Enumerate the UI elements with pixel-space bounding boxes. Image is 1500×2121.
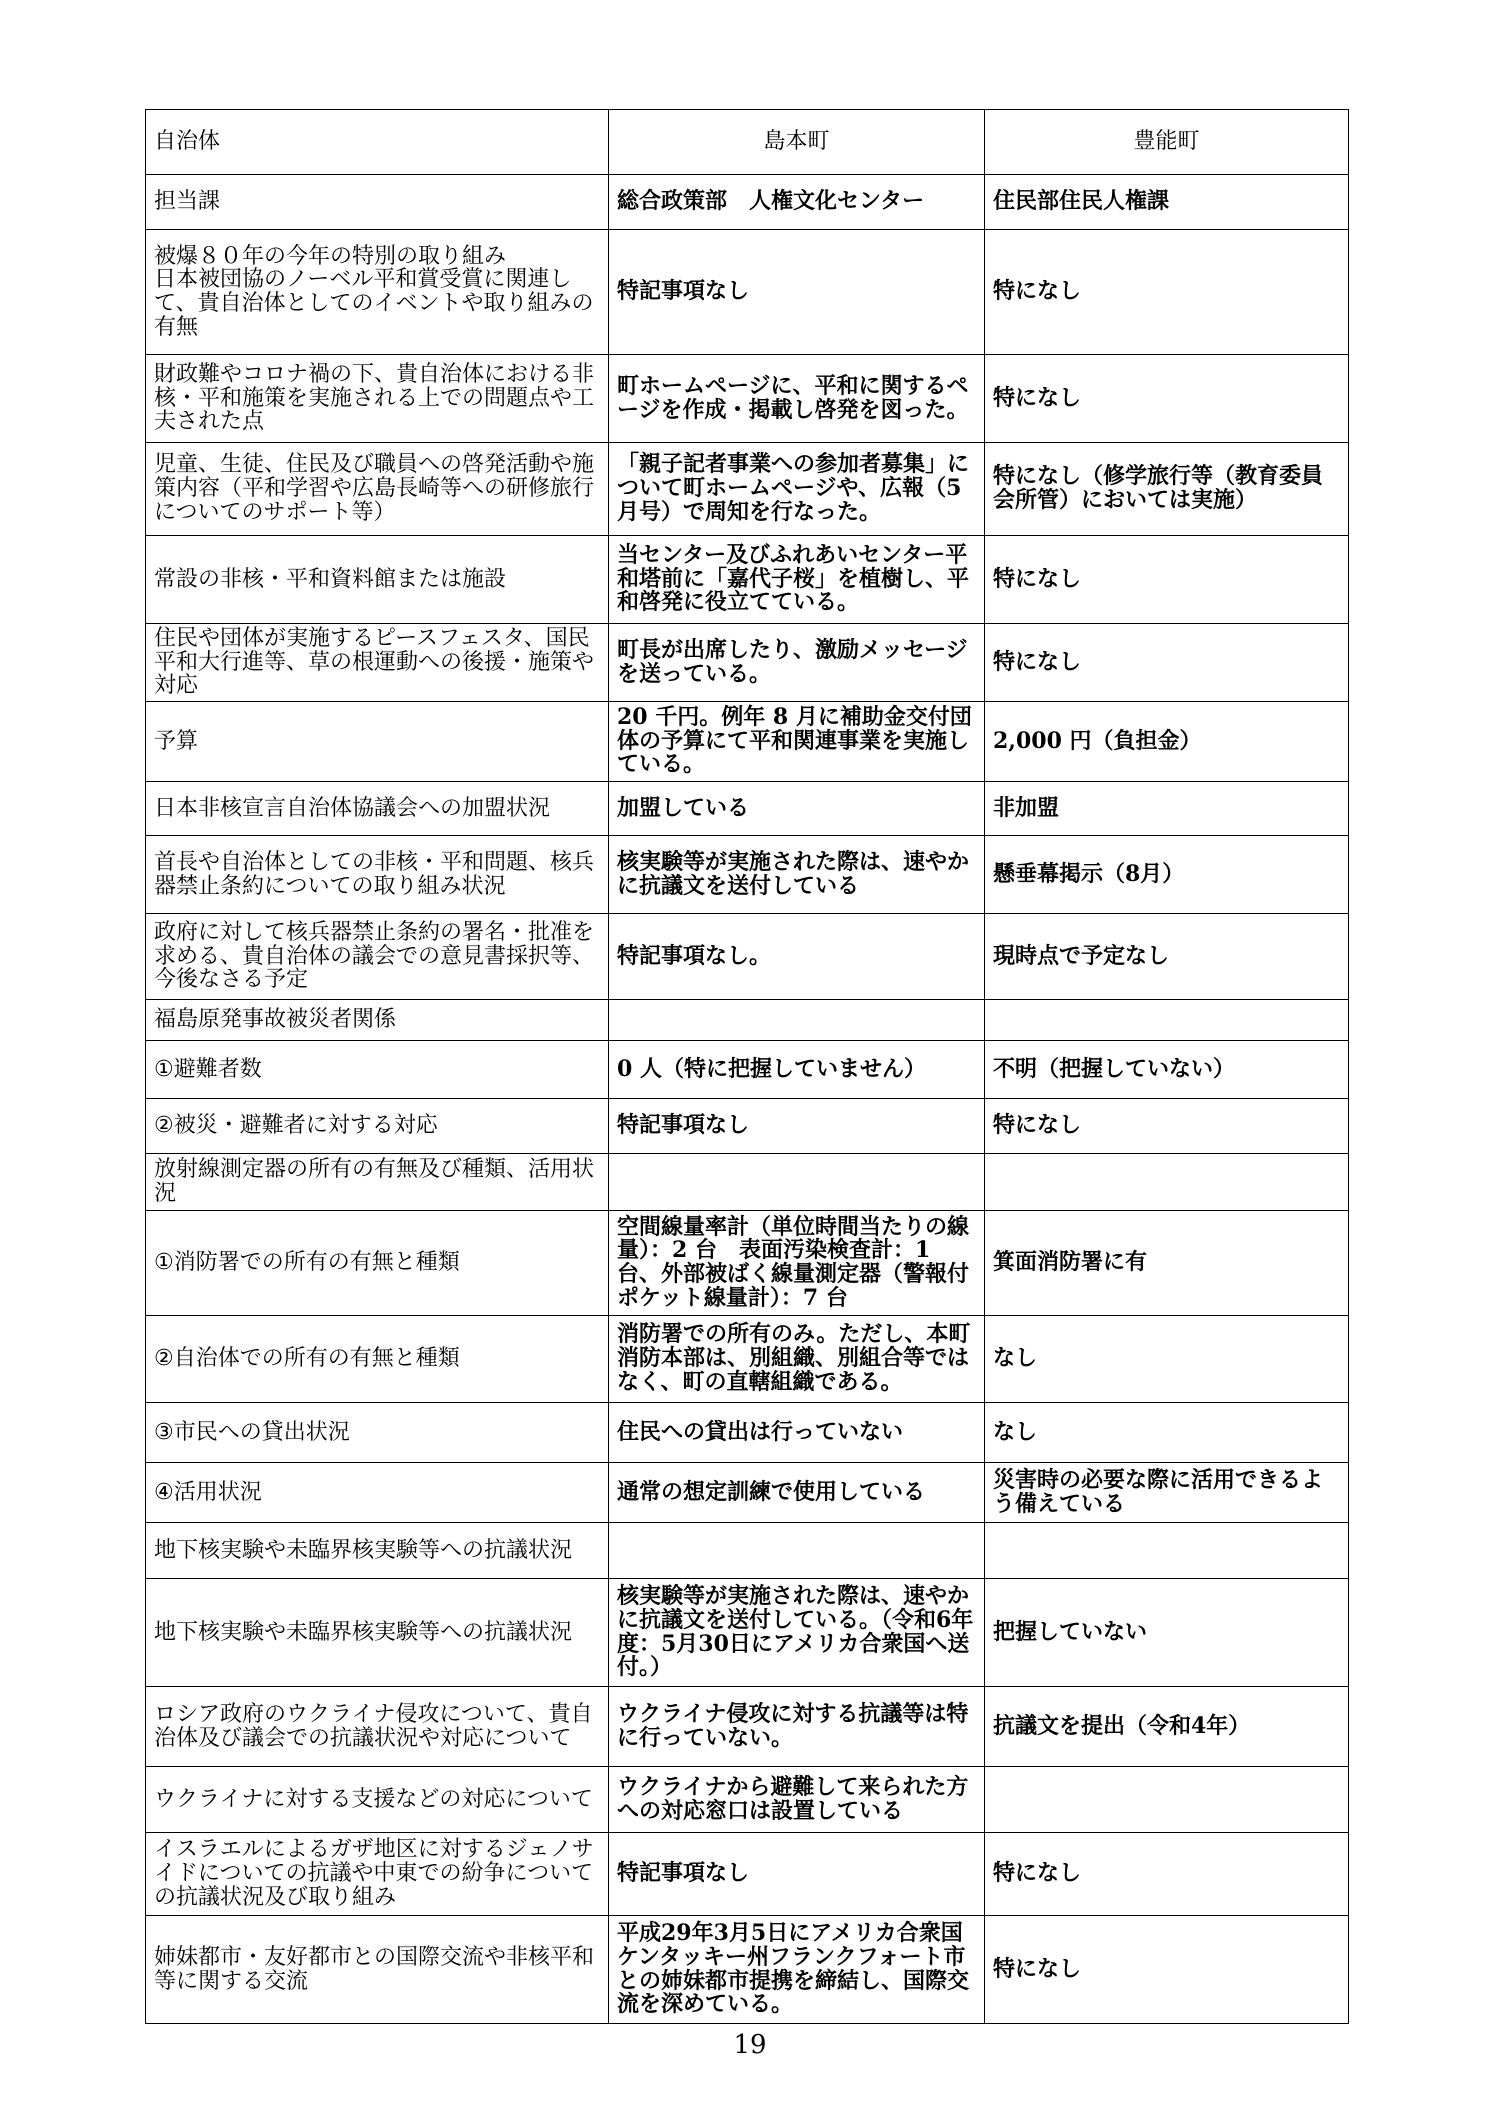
- toyono-cell: [985, 1154, 1349, 1211]
- survey-table: [145, 109, 1349, 2024]
- item-label-cell: 首長や自治体としての非核・平和問題、核兵器禁止条約についての取り組み状況: [146, 836, 609, 914]
- shimamoto-cell: ウクライナから避難して来られた方への対応窓口は設置している: [609, 1767, 985, 1833]
- page-number: 19: [733, 2030, 767, 2060]
- toyono-cell: [985, 1767, 1349, 1833]
- item-label-cell: 予算: [146, 702, 609, 782]
- toyono-cell: 特になし: [985, 230, 1349, 355]
- shimamoto-cell: 特記事項なし: [609, 1099, 985, 1154]
- toyono-cell: 特になし: [985, 624, 1349, 702]
- table-row: [146, 782, 1349, 836]
- shimamoto-cell: 0 人（特に把握していません）: [609, 1041, 985, 1099]
- toyono-cell: 現時点で予定なし: [985, 914, 1349, 1000]
- table-row: [146, 1403, 1349, 1463]
- item-label-cell: ④活用状況: [146, 1463, 609, 1523]
- table-row: [146, 1767, 1349, 1833]
- shimamoto-cell: [609, 1523, 985, 1579]
- shimamoto-cell: 核実験等が実施された際は、速やかに抗議文を送付している。（令和6年度：5月30日にアメリカ合衆国へ送付。）: [609, 1579, 985, 1687]
- table-row: [146, 443, 1349, 536]
- item-label-cell: 姉妹都市・友好都市との国際交流や非核平和等に関する交流: [146, 1916, 609, 2024]
- table-row: [146, 624, 1349, 702]
- item-label-cell: 政府に対して核兵器禁止条約の署名・批准を求める、貴自治体の議会での意見書採択等、今後なさる予定: [146, 914, 609, 1000]
- item-label-cell: 放射線測定器の所有の有無及び種類、活用状況: [146, 1154, 609, 1211]
- toyono-cell: 住民部住民人権課: [985, 175, 1349, 230]
- toyono-cell: 懸垂幕掲示（8月）: [985, 836, 1349, 914]
- toyono-cell: 非加盟: [985, 782, 1349, 836]
- header-toyono: 豊能町: [985, 110, 1349, 175]
- item-label-cell: ①消防署での所有の有無と種類: [146, 1211, 609, 1316]
- item-label-cell: イスラエルによるガザ地区に対するジェノサイドについての抗議や中東での紛争についての抗議状況及び取り組み: [146, 1833, 609, 1916]
- item-label-cell: ロシア政府のウクライナ侵攻について、貴自治体及び議会での抗議状況や対応について: [146, 1687, 609, 1767]
- table-row: [146, 355, 1349, 443]
- table-row: [146, 1154, 1349, 1211]
- item-label-cell: 財政難やコロナ禍の下、貴自治体における非核・平和施策を実施される上での問題点や工夫された点: [146, 355, 609, 443]
- toyono-cell: [985, 1523, 1349, 1579]
- table-row: [146, 1041, 1349, 1099]
- table-row: [146, 914, 1349, 1000]
- table-row: [146, 1000, 1349, 1041]
- toyono-cell: [985, 1000, 1349, 1041]
- toyono-cell: 災害時の必要な際に活用できるよう備えている: [985, 1463, 1349, 1523]
- shimamoto-cell: 総合政策部 人権文化センター: [609, 175, 985, 230]
- toyono-cell: 特になし: [985, 536, 1349, 624]
- header-shimamoto: 島本町: [609, 110, 985, 175]
- shimamoto-cell: 町長が出席したり、激励メッセージを送っている。: [609, 624, 985, 702]
- item-label-cell: ウクライナに対する支援などの対応について: [146, 1767, 609, 1833]
- toyono-cell: 箕面消防署に有: [985, 1211, 1349, 1316]
- table-row: [146, 1916, 1349, 2024]
- table-row: [146, 230, 1349, 355]
- shimamoto-cell: [609, 1000, 985, 1041]
- shimamoto-cell: 平成29年3月5日にアメリカ合衆国ケンタッキー州フランクフォート市との姉妹都市提携を締結し、国際交流を深めている。: [609, 1916, 985, 2024]
- shimamoto-cell: 通常の想定訓練で使用している: [609, 1463, 985, 1523]
- table-row: [146, 1099, 1349, 1154]
- toyono-cell: 2,000 円（負担金）: [985, 702, 1349, 782]
- table-row: [146, 1833, 1349, 1916]
- table-row: [146, 1211, 1349, 1316]
- table-row: [146, 175, 1349, 230]
- item-label-cell: ②被災・避難者に対する対応: [146, 1099, 609, 1154]
- header-municipality: 自治体: [146, 110, 609, 175]
- shimamoto-cell: 当センター及びふれあいセンター平和塔前に「嘉代子桜」を植樹し、平和啓発に役立てている。: [609, 536, 985, 624]
- item-label-cell: 被爆８０年の今年の特別の取り組み 日本被団協のノーベル平和賞受賞に関連して、貴自治体としてのイベントや取り組みの有無: [146, 230, 609, 355]
- shimamoto-cell: 特記事項なし。: [609, 914, 985, 1000]
- shimamoto-cell: 空間線量率計（単位時間当たりの線量）：2 台 表面汚染検査計：1 台、外部被ばく線量測定器（警報付ポケット線量計）：7 台: [609, 1211, 985, 1316]
- table-row: [146, 1687, 1349, 1767]
- header-row: [146, 110, 1349, 175]
- table-row: [146, 1523, 1349, 1579]
- item-label-cell: ②自治体での所有の有無と種類: [146, 1316, 609, 1403]
- shimamoto-cell: 町ホームページに、平和に関するページを作成・掲載し啓発を図った。: [609, 355, 985, 443]
- item-label-cell: 児童、生徒、住民及び職員への啓発活動や施策内容（平和学習や広島長崎等への研修旅行についてのサポート等）: [146, 443, 609, 536]
- toyono-cell: なし: [985, 1316, 1349, 1403]
- shimamoto-cell: 住民への貸出は行っていない: [609, 1403, 985, 1463]
- table-row: [146, 536, 1349, 624]
- toyono-cell: 特になし: [985, 1916, 1349, 2024]
- item-label-cell: 日本非核宣言自治体協議会への加盟状況: [146, 782, 609, 836]
- item-label-cell: 住民や団体が実施するピースフェスタ、国民平和大行進等、草の根運動への後援・施策や対応: [146, 624, 609, 702]
- table-row: [146, 1463, 1349, 1523]
- shimamoto-cell: 特記事項なし: [609, 230, 985, 355]
- item-label-cell: 常設の非核・平和資料館または施設: [146, 536, 609, 624]
- table-row: [146, 1316, 1349, 1403]
- table-row: [146, 836, 1349, 914]
- toyono-cell: 特になし: [985, 355, 1349, 443]
- toyono-cell: 特になし: [985, 1833, 1349, 1916]
- shimamoto-cell: 特記事項なし: [609, 1833, 985, 1916]
- shimamoto-cell: [609, 1154, 985, 1211]
- shimamoto-cell: 加盟している: [609, 782, 985, 836]
- item-label-cell: ①避難者数: [146, 1041, 609, 1099]
- table-body: [146, 175, 1349, 2024]
- toyono-cell: 特になし（修学旅行等（教育委員会所管）においては実施）: [985, 443, 1349, 536]
- toyono-cell: 特になし: [985, 1099, 1349, 1154]
- table-row: [146, 1579, 1349, 1687]
- item-label-cell: 地下核実験や未臨界核実験等への抗議状況: [146, 1579, 609, 1687]
- item-label-cell: 担当課: [146, 175, 609, 230]
- shimamoto-cell: 核実験等が実施された際は、速やかに抗議文を送付している: [609, 836, 985, 914]
- shimamoto-cell: ウクライナ侵攻に対する抗議等は特に行っていない。: [609, 1687, 985, 1767]
- table-row: [146, 702, 1349, 782]
- item-label-cell: 福島原発事故被災者関係: [146, 1000, 609, 1041]
- toyono-cell: なし: [985, 1403, 1349, 1463]
- shimamoto-cell: 「親子記者事業への参加者募集」について町ホームページや、広報（5 月号）で周知を行なった。: [609, 443, 985, 536]
- toyono-cell: 不明（把握していない）: [985, 1041, 1349, 1099]
- toyono-cell: 把握していない: [985, 1579, 1349, 1687]
- shimamoto-cell: 20 千円。例年 8 月に補助金交付団体の予算にて平和関連事業を実施している。: [609, 702, 985, 782]
- item-label-cell: 地下核実験や未臨界核実験等への抗議状況: [146, 1523, 609, 1579]
- toyono-cell: 抗議文を提出（令和4年）: [985, 1687, 1349, 1767]
- shimamoto-cell: 消防署での所有のみ。ただし、本町消防本部は、別組織、別組合等ではなく、町の直轄組織である。: [609, 1316, 985, 1403]
- item-label-cell: ③市民への貸出状況: [146, 1403, 609, 1463]
